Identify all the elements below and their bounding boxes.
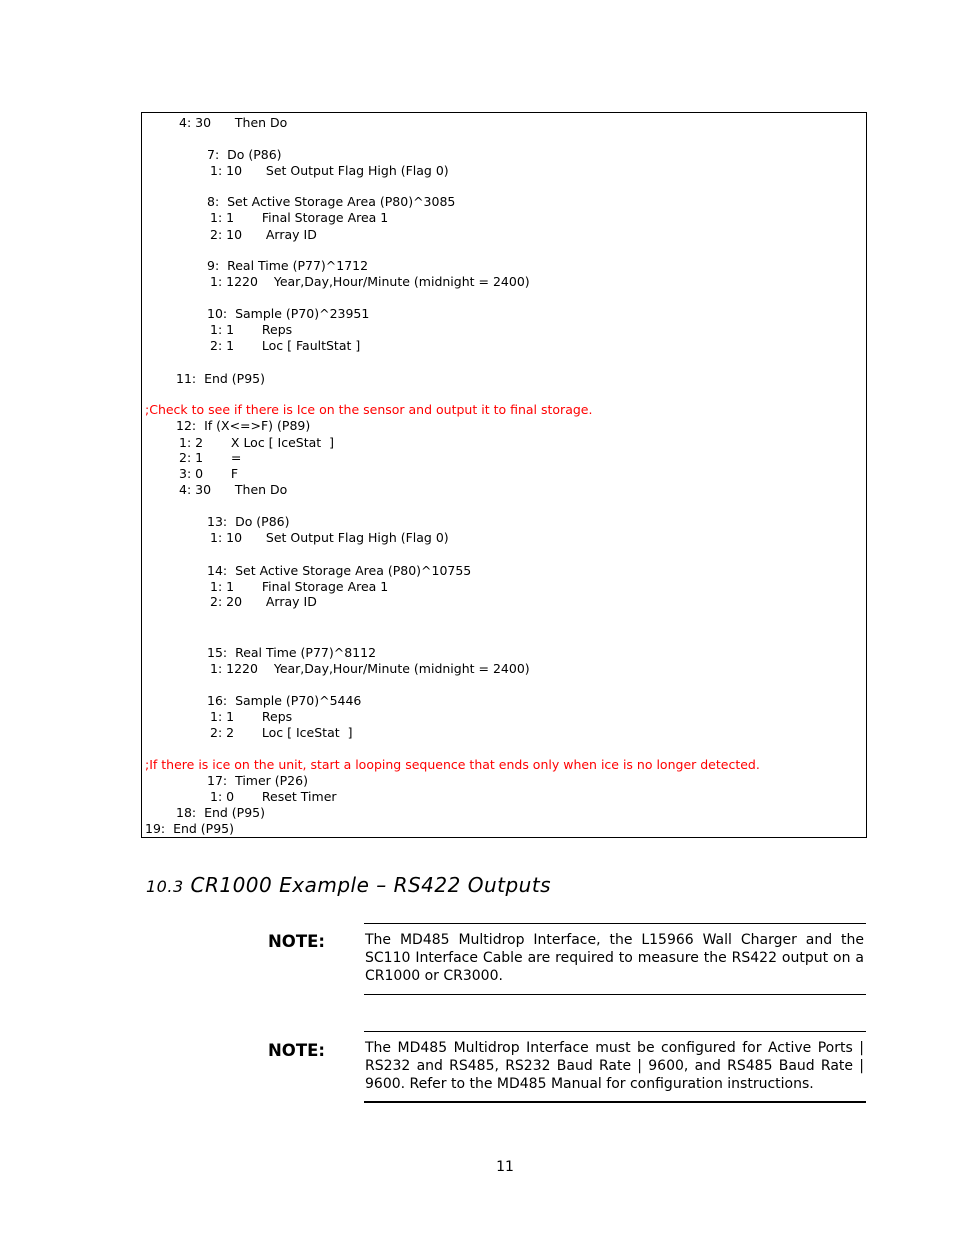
- code-line: 1: 2 X Loc [ IceStat ]: [179, 435, 334, 450]
- code-line: 1: 1 Reps: [210, 322, 293, 337]
- code-line: 9: Real Time (P77)^1712: [207, 258, 369, 273]
- note-text: The MD485 Multidrop Interface must be configured for Active Ports | RS232 and RS485, RS232 Baud Rate | 9600, and RS485 Baud Rate | 9600. Refer to the MD485 Manual for configuration instructions.: [365, 1040, 864, 1092]
- code-line: 1: 0 Reset Timer: [210, 789, 337, 804]
- section-title: CR1000 Example – RS422 Outputs: [190, 873, 552, 897]
- code-line: 10: Sample (P70)^23951: [207, 306, 370, 321]
- code-line: 4: 30 Then Do: [179, 482, 288, 497]
- code-line: 4: 30 Then Do: [179, 115, 288, 130]
- code-line: 19: End (P95): [145, 821, 234, 836]
- code-line: 12: If (X<=>F) (P89): [176, 418, 311, 433]
- program-listing-box: [141, 112, 867, 838]
- code-line: 1: 10 Set Output Flag High (Flag 0): [210, 530, 449, 545]
- code-line: 7: Do (P86): [207, 147, 282, 162]
- note-divider: [364, 1031, 866, 1032]
- code-line: 8: Set Active Storage Area (P80)^3085: [207, 194, 456, 209]
- code-line: 1: 1 Final Storage Area 1: [210, 210, 389, 225]
- code-line: 1: 1 Reps: [210, 709, 293, 724]
- note-text: The MD485 Multidrop Interface, the L15966 Wall Charger and the SC110 Interface Cable are required to measure the RS422 output on a CR1000 or CR3000.: [365, 932, 864, 984]
- code-line: 18: End (P95): [176, 805, 265, 820]
- code-line: 2: 20 Array ID: [210, 594, 317, 609]
- code-line: 2: 10 Array ID: [210, 227, 317, 242]
- code-line: 17: Timer (P26): [207, 773, 308, 788]
- code-line: 1: 1 Final Storage Area 1: [210, 579, 389, 594]
- note-divider: [364, 994, 866, 995]
- section-heading: [146, 873, 551, 897]
- code-line: 2: 2 Loc [ IceStat ]: [210, 725, 353, 740]
- code-line: 15: Real Time (P77)^8112: [207, 645, 377, 660]
- code-line: 2: 1 =: [179, 450, 242, 465]
- code-line: 2: 1 Loc [ FaultStat ]: [210, 338, 361, 353]
- section-number: 10.3: [146, 877, 184, 896]
- code-line: 1: 1220 Year,Day,Hour/Minute (midnight = 2400): [210, 661, 530, 676]
- code-line: 3: 0 F: [179, 466, 239, 481]
- note-divider: [364, 923, 866, 924]
- page-number: 11: [496, 1159, 514, 1175]
- note-label: NOTE:: [268, 932, 325, 951]
- code-comment: ;If there is ice on the unit, start a looping sequence that ends only when ice is no longer detected.: [145, 757, 760, 772]
- code-line: 11: End (P95): [176, 371, 265, 386]
- code-line: 1: 1220 Year,Day,Hour/Minute (midnight = 2400): [210, 274, 530, 289]
- code-line: 16: Sample (P70)^5446: [207, 693, 362, 708]
- code-line: 13: Do (P86): [207, 514, 290, 529]
- code-comment: ;Check to see if there is Ice on the sensor and output it to final storage.: [145, 402, 593, 417]
- note-label: NOTE:: [268, 1041, 325, 1060]
- code-line: 1: 10 Set Output Flag High (Flag 0): [210, 163, 449, 178]
- note-divider: [364, 1101, 866, 1103]
- code-line: 14: Set Active Storage Area (P80)^10755: [207, 563, 472, 578]
